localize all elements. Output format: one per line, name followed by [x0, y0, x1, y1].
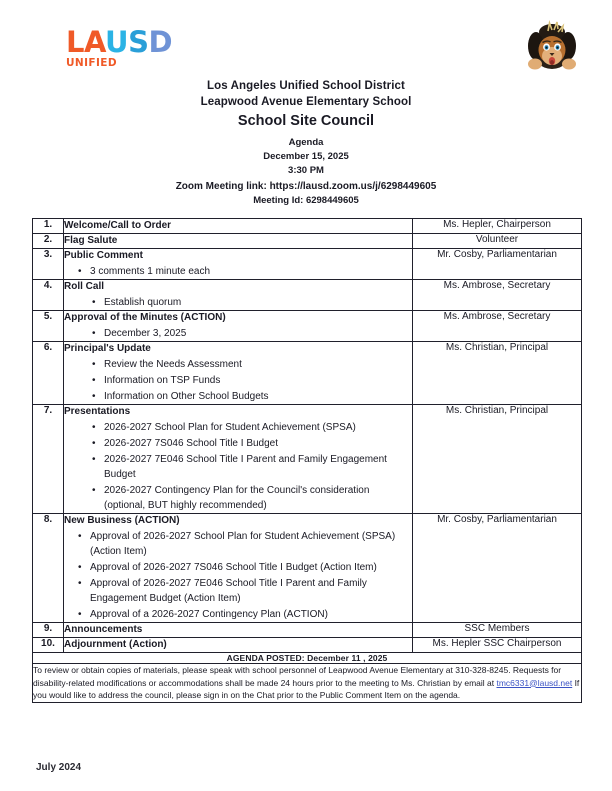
agenda-row [33, 405, 582, 514]
agenda-item-title: New Business (ACTION) [64, 515, 180, 526]
agenda-item-responsible-party: Ms. Christian, Principal [413, 405, 582, 514]
logo-unified-label: UNIFIED [66, 57, 117, 69]
document-title-block [0, 78, 612, 208]
agenda-item-cell [64, 234, 413, 249]
agenda-item-title: Flag Salute [64, 235, 118, 246]
agenda-item-bullet: • 2026-2027 7E046 School Title I Parent and Family Engagement Budget [90, 452, 412, 482]
meeting-date: December 15, 2025 [263, 151, 349, 162]
meeting-time: 3:30 PM [288, 164, 324, 176]
agenda-item-cell [64, 311, 413, 342]
agenda-row [33, 234, 582, 249]
agenda-row [33, 342, 582, 405]
agenda-item-responsible-party: SSC Members [413, 623, 582, 638]
logo-letter-s: S [128, 25, 149, 59]
agenda-item-responsible-party: Mr. Cosby, Parliamentarian [413, 249, 582, 280]
agenda-item-bullet: • 2026-2027 Contingency Plan for the Council's consideration (optional, BUT highly recommended) [90, 483, 412, 513]
agenda-row [33, 249, 582, 280]
agenda-item-bullet: • 2026-2027 7S046 School Title I Budget [90, 436, 412, 451]
agenda-item-number: 4. [33, 280, 64, 311]
agenda-item-bullet: • Approval of a 2026-2027 Contingency Plan (ACTION) [76, 607, 412, 622]
agenda-item-number: 1. [33, 219, 64, 234]
agenda-row [33, 280, 582, 311]
lion-mascot-icon [524, 20, 580, 72]
agenda-item-title: Roll Call [64, 281, 105, 292]
agenda-item-bullet: • Approval of 2026-2027 7S046 School Title I Budget (Action Item) [76, 560, 412, 575]
school-name: Leapwood Avenue Elementary School [200, 96, 412, 108]
agenda-item-cell [64, 405, 413, 514]
agenda-item-responsible-party: Ms. Ambrose, Secretary [413, 311, 582, 342]
agenda-item-number: 5. [33, 311, 64, 342]
logo-letter-a: A [83, 25, 106, 59]
notice-text-after-email: If you would like to address the council, please sign in on the Chat prior to the Public Comment Item on the agenda. [33, 677, 580, 700]
agenda-item-title: Welcome/Call to Order [64, 220, 172, 231]
agenda-item-bullet: • Information on TSP Funds [90, 373, 412, 388]
agenda-item-title: Approval of the Minutes (ACTION) [64, 312, 226, 323]
agenda-item-responsible-party: Volunteer [413, 234, 582, 249]
agenda-posted-row [33, 653, 582, 664]
notice-text-before-email: To review or obtain copies of materials, please speak with school personnel of Leapwood Avenue Elementary at 310-328-8245. Requests for disability-related modifications or accommodations shall be made 24 hours prior to the meeting to Ms. Christian by email at [33, 665, 562, 688]
letterhead [0, 0, 612, 69]
agenda-item-number: 3. [33, 249, 64, 280]
agenda-row [33, 638, 582, 653]
agenda-item-number: 9. [33, 623, 64, 638]
agenda-label: Agenda [288, 137, 324, 148]
agenda-item-bullet-list [64, 264, 412, 279]
agenda-posted-text: AGENDA POSTED: December 11 , 2025 [33, 653, 582, 664]
logo-letter-d: D [148, 25, 173, 59]
agenda-item-number: 2. [33, 234, 64, 249]
agenda-item-number: 6. [33, 342, 64, 405]
contact-email-link[interactable]: tmc6331@lausd.net [496, 677, 573, 688]
agenda-item-bullet-list [64, 529, 412, 622]
agenda-table [32, 218, 582, 703]
agenda-item-bullet: • Approval of 2026-2027 School Plan for Student Achievement (SPSA) (Action Item) [76, 529, 412, 559]
agenda-item-cell [64, 514, 413, 623]
agenda-row [33, 623, 582, 638]
accessibility-notice [33, 664, 582, 703]
agenda-row [33, 514, 582, 623]
agenda-item-bullet-list [64, 357, 412, 404]
agenda-item-responsible-party: Ms. Hepler SSC Chairperson [413, 638, 582, 653]
agenda-item-title: Principal's Update [64, 343, 151, 354]
document-revision-date: July 2024 [36, 762, 82, 773]
agenda-item-responsible-party: Mr. Cosby, Parliamentarian [413, 514, 582, 623]
agenda-item-bullet: • Approval of 2026-2027 7E046 School Title I Parent and Family Engagement Budget (Action Item) [76, 576, 412, 606]
agenda-table-body [33, 219, 582, 703]
agenda-item-bullet: • 3 comments 1 minute each [76, 264, 412, 279]
agenda-item-title: Presentations [64, 406, 131, 417]
agenda-item-bullet-list [64, 420, 412, 513]
agenda-item-number: 10. [33, 638, 64, 653]
agenda-item-bullet-list [64, 295, 412, 310]
agenda-item-title: Announcements [64, 624, 143, 635]
agenda-row [33, 219, 582, 234]
agenda-item-cell [64, 249, 413, 280]
agenda-item-cell [64, 219, 413, 234]
agenda-item-title: Adjournment (Action) [64, 639, 167, 650]
council-name: School Site Council [237, 113, 375, 129]
agenda-item-responsible-party: Ms. Ambrose, Secretary [413, 280, 582, 311]
agenda-item-number: 7. [33, 405, 64, 514]
district-name: Los Angeles Unified School District [207, 80, 405, 92]
agenda-row [33, 311, 582, 342]
agenda-notice-row [33, 664, 582, 703]
lausd-logo [66, 25, 173, 69]
agenda-item-responsible-party: Ms. Hepler, Chairperson [413, 219, 582, 234]
agenda-item-bullet: • Information on Other School Budgets [90, 389, 412, 404]
agenda-item-number: 8. [33, 514, 64, 623]
logo-letter-l: L [66, 25, 84, 59]
agenda-item-cell [64, 623, 413, 638]
meeting-id: Meeting Id: 6298449605 [253, 195, 359, 206]
agenda-item-bullet: • December 3, 2025 [90, 326, 412, 341]
agenda-item-cell [64, 280, 413, 311]
agenda-table-container [32, 218, 580, 703]
agenda-item-bullet: • 2026-2027 School Plan for Student Achievement (SPSA) [90, 420, 412, 435]
agenda-item-bullet: • Establish quorum [90, 295, 412, 310]
agenda-item-bullet-list [64, 326, 412, 341]
agenda-item-cell [64, 638, 413, 653]
logo-letter-u: U [105, 25, 129, 59]
zoom-meeting-link[interactable]: Zoom Meeting link: https://lausd.zoom.us/j/6298449605 [175, 181, 437, 192]
agenda-item-responsible-party: Ms. Christian, Principal [413, 342, 582, 405]
agenda-item-cell [64, 342, 413, 405]
agenda-item-bullet: • Review the Needs Assessment [90, 357, 412, 372]
agenda-item-title: Public Comment [64, 250, 143, 261]
